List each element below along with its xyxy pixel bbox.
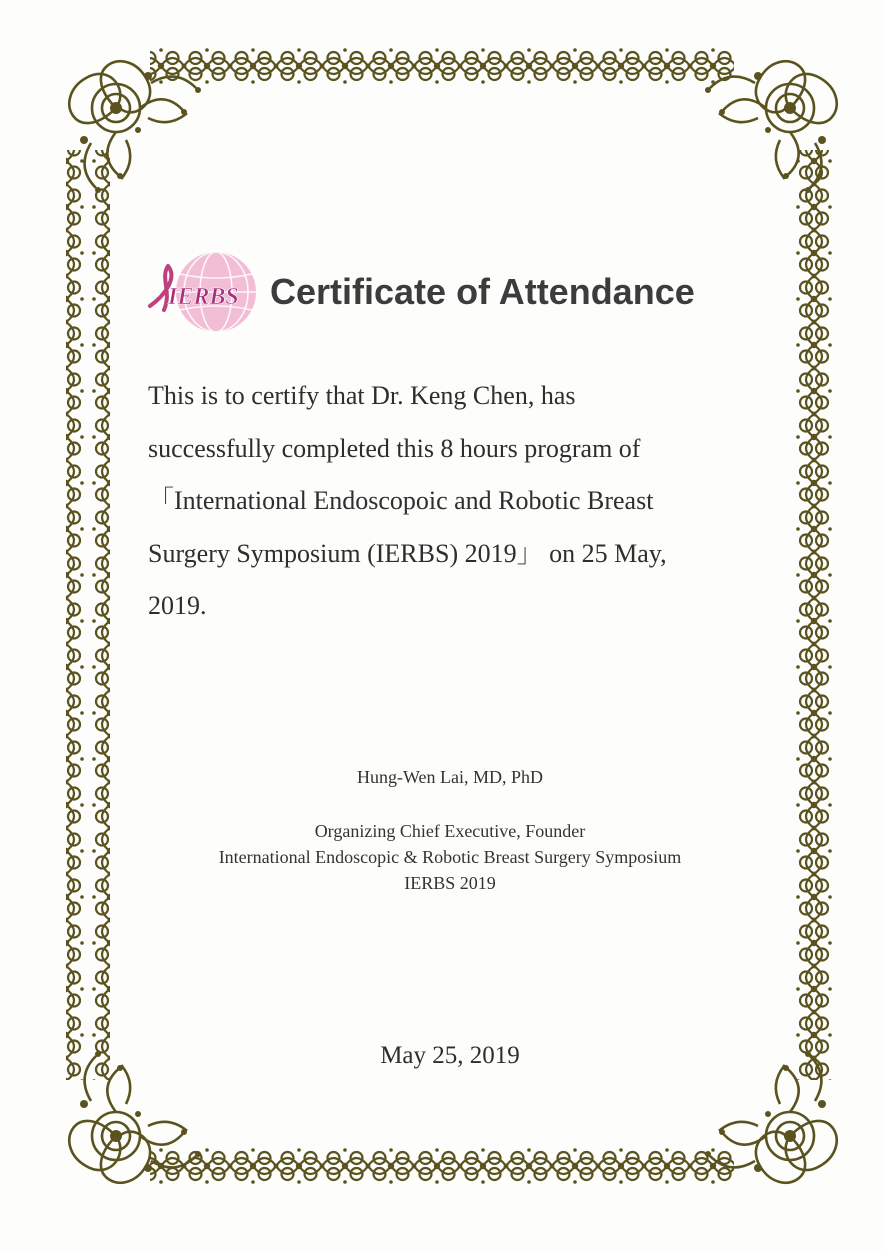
statement-line: successfully completed this 8 hours program of — [148, 433, 641, 463]
statement-line: 2019. — [148, 591, 207, 620]
ierbs-logo — [146, 248, 264, 338]
signatory-name: Hung-Wen Lai, MD, PhD — [356, 767, 544, 787]
certification-statement — [148, 370, 738, 633]
signatory-event: IERBS 2019 — [404, 873, 496, 893]
statement-line: 「International Endoscopoic and Robotic Breast — [148, 486, 654, 515]
signatory-titles — [140, 818, 760, 896]
certificate-title: Certificate of Attendance — [270, 271, 695, 312]
logo-wordmark: IERBS — [168, 284, 239, 310]
signatory-role: Organizing Chief Executive, Founder — [314, 821, 586, 841]
signatory-organization: International Endoscopic & Robotic Breast Surgery Symposium — [218, 847, 682, 867]
certificate-date: May 25, 2019 — [380, 1042, 520, 1069]
statement-line: This is to certify that Dr. Keng Chen, has — [148, 381, 576, 410]
statement-line: Surgery Symposium (IERBS) 2019」 on 25 May, — [148, 538, 667, 568]
